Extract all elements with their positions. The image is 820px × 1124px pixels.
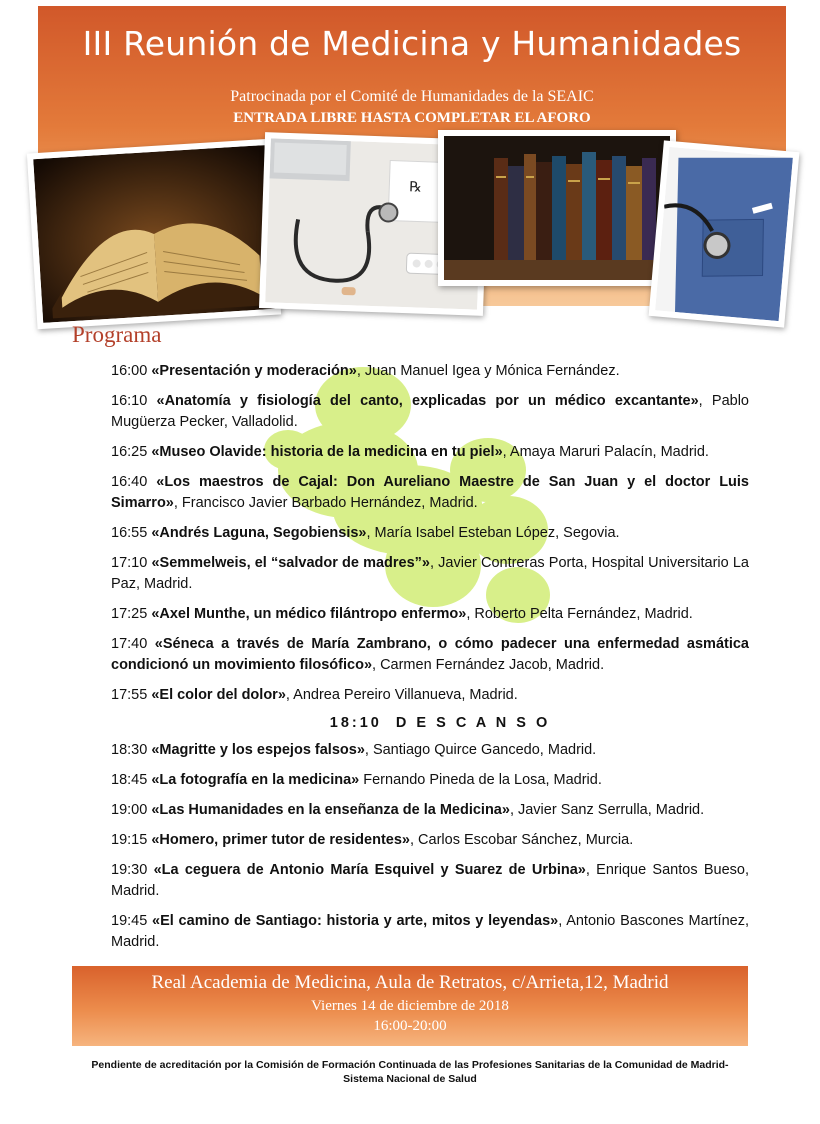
venue-address: Real Academia de Medicina, Aula de Retratos, c/Arrieta,12, Madrid [151,972,669,993]
item-time: 16:25 [111,444,148,460]
item-speaker: , Roberto Pelta Fernández, Madrid. [466,606,693,622]
item-time: 17:10 [111,555,148,571]
item-time: 19:45 [111,913,148,929]
list-item [111,442,749,463]
item-speaker: , Francisco Javier Barbado Hernández, Madrid. [173,495,478,511]
item-time: 19:00 [111,802,148,818]
break-row [111,715,749,731]
item-speaker: , Juan Manuel Igea y Mónica Fernández. [356,363,620,379]
item-talk: «La ceguera de Antonio María Esquivel y Suarez de Urbina» [153,862,586,878]
break-time: 18:10 [329,715,382,731]
item-talk: «El color del dolor» [151,687,286,703]
accreditation-line-1: Pendiente de acreditación por la Comisión de Formación Continuada de las Profesiones Sanitarias de la Comunidad de Madrid- [91,1059,729,1071]
accreditation-line-2: Sistema Nacional de Salud [343,1073,477,1085]
item-talk: «Axel Munthe, un médico filántropo enfermo» [151,606,467,622]
item-time: 19:30 [111,862,148,878]
item-speaker: , María Isabel Esteban López, Segovia. [366,525,620,541]
item-speaker: , Enrique Santos Bueso, Madrid. [111,862,749,899]
item-time: 17:25 [111,606,148,622]
item-time: 18:30 [111,742,148,758]
item-time: 18:45 [111,772,148,788]
item-talk: «Presentación y moderación» [151,363,357,379]
item-talk: «Anatomía y fisiología del canto, explicadas por un médico excantante» [156,393,699,409]
event-time: 16:00-20:00 [373,1018,447,1034]
item-talk: «Los maestros de Cajal: Don Aureliano Maestre de San Juan y el doctor Luis Simarro» [111,474,750,511]
item-talk: «Las Humanidades en la enseñanza de la Medicina» [151,802,510,818]
bookshelf-photo [438,130,676,286]
list-item [111,740,749,761]
item-time: 16:00 [111,363,148,379]
item-speaker: , Carmen Fernández Jacob, Madrid. [372,657,605,673]
item-speaker: , Andrea Pereiro Villanueva, Madrid. [285,687,518,703]
sponsor-line: Patrocinada por el Comité de Humanidades de la SEAIC [230,88,594,105]
item-speaker: , Javier Sanz Serrulla, Madrid. [509,802,705,818]
old-book-photo [27,139,281,330]
item-talk: «Museo Olavide: historia de la medicina en tu piel» [151,444,503,460]
list-item [111,800,749,821]
list-item [111,830,749,851]
venue-banner [72,966,748,1046]
item-speaker: , Javier Contreras Porta, Hospital Universitario La Paz, Madrid. [111,555,749,592]
item-speaker: , Antonio Bascones Martínez, Madrid. [111,913,749,950]
list-item [111,685,749,706]
list-item [111,391,749,433]
item-time: 17:40 [111,636,148,652]
list-item [111,911,749,953]
item-talk: «Andrés Laguna, Segobiensis» [151,525,367,541]
item-speaker: , Santiago Quirce Gancedo, Madrid. [364,742,597,758]
item-talk: «Semmelweis, el “salvador de madres”» [151,555,430,571]
list-item [111,770,749,791]
list-item [111,523,749,544]
item-talk: «El camino de Santiago: historia y arte, mitos y leyendas» [152,913,559,929]
list-item [111,604,749,625]
item-time: 16:10 [111,393,148,409]
item-time: 16:40 [111,474,148,490]
programa-heading: Programa [72,322,162,347]
item-talk: «Homero, primer tutor de residentes» [151,832,410,848]
program-list [111,361,749,962]
item-talk: «Séneca a través de María Zambrano, o cómo padecer una enfermedad asmática condicionó un movimiento filosófico» [111,636,750,673]
item-speaker: , Carlos Escobar Sánchez, Murcia. [410,832,634,848]
scrubs-stethoscope-photo [649,140,800,327]
list-item [111,634,749,676]
list-item [111,860,749,902]
item-speaker: , Pablo Mugüerza Pecker, Valladolid. [111,393,749,430]
item-talk: «Magritte y los espejos falsos» [151,742,365,758]
event-title: III Reunión de Medicina y Humanidades [82,24,742,63]
event-date: Viernes 14 de diciembre de 2018 [311,998,509,1014]
item-time: 16:55 [111,525,148,541]
item-speaker: Fernando Pineda de la Losa, Madrid. [359,772,602,788]
svg-text:℞: ℞ [409,179,423,196]
item-speaker: , Amaya Maruri Palacín, Madrid. [502,444,709,460]
list-item [111,553,749,595]
item-talk: «La fotografía en la medicina» [151,772,360,788]
entry-notice: ENTRADA LIBRE HASTA COMPLETAR EL AFORO [233,110,591,126]
break-label: D E S C A N S O [395,715,551,731]
item-time: 17:55 [111,687,148,703]
list-item [111,472,749,514]
list-item [111,361,749,382]
item-time: 19:15 [111,832,148,848]
accreditation-note [60,1058,760,1086]
